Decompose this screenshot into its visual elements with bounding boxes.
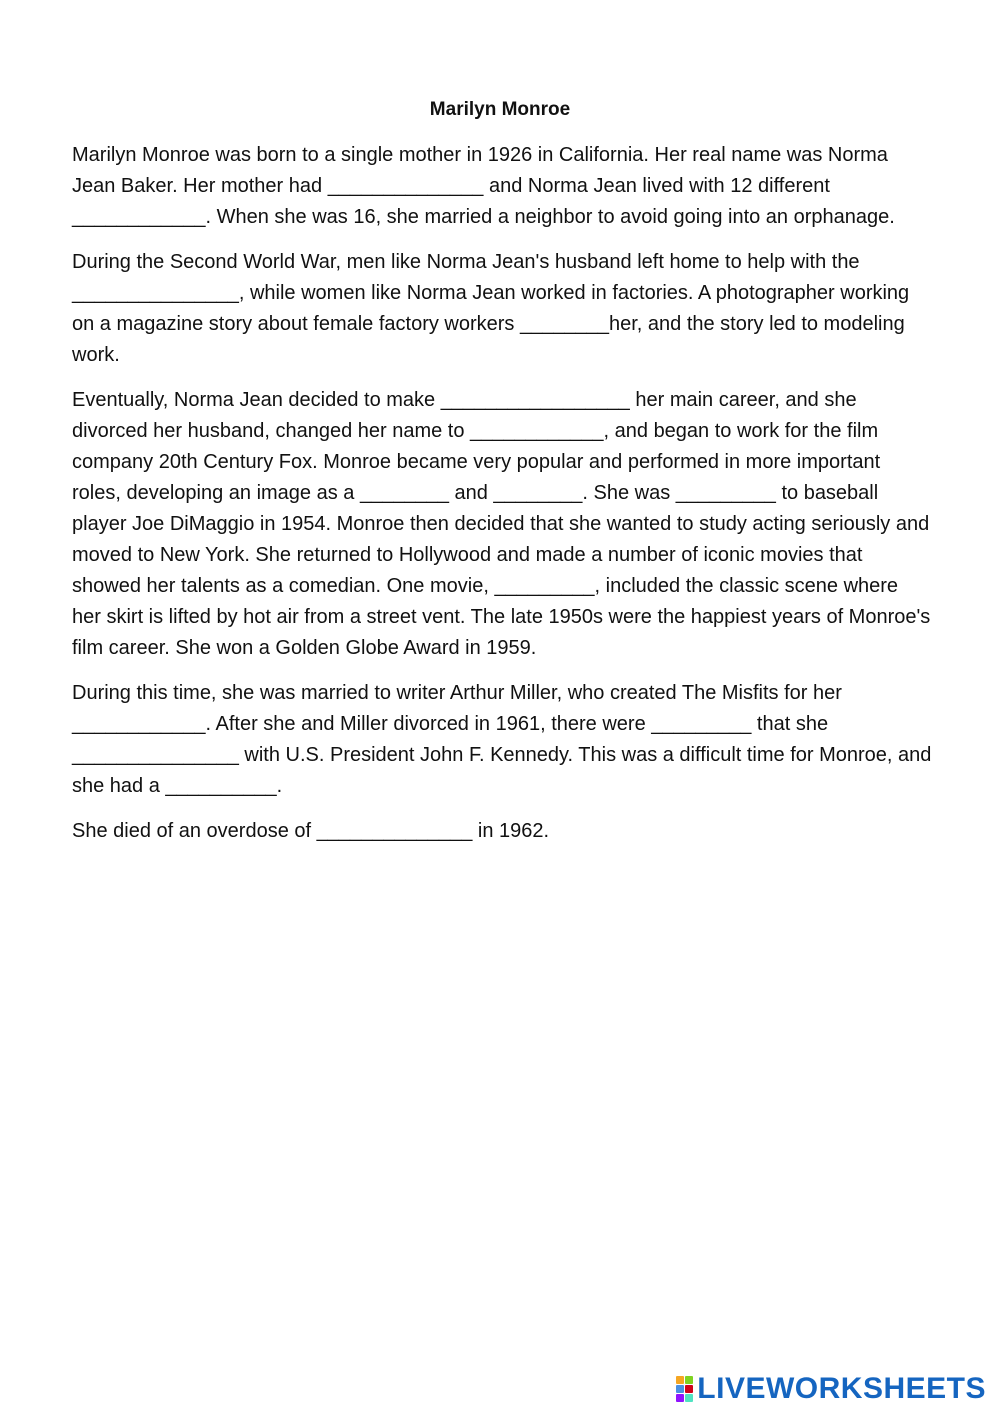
liveworksheets-logo-icon xyxy=(676,1376,693,1402)
liveworksheets-logo xyxy=(676,1372,986,1406)
logo-tile xyxy=(685,1385,693,1393)
logo-text: LIVEWORKSHEETS xyxy=(697,1372,986,1405)
page-title: Marilyn Monroe xyxy=(429,99,571,120)
logo-tile xyxy=(676,1376,684,1384)
logo-tile xyxy=(676,1394,684,1402)
logo-tile xyxy=(676,1385,684,1393)
paragraph-death: She died of an overdose of ______________ in 1962. xyxy=(72,820,550,842)
paragraph-film-career: Eventually, Norma Jean decided to make _________________ her main career, and she divorced her husband, changed her name to ____________, and began to work for the film company 20th Century Fox. Monroe became very popular and performed in more important roles, developing an image as a ________ and ________. She was _________ to baseball player Joe DiMaggio in 1954. Monroe then decided that she wanted to study acting seriously and moved to New York. She returned to Hollywood and made a number of iconic movies that showed her talents as a comedian. One movie, _________, included the classic scene where her skirt is lifted by hot air from a street vent. The late 1950s were the happiest years of Monroe's film career. She won a Golden Globe Award in 1959. xyxy=(72,389,931,659)
worksheet-body xyxy=(72,140,932,861)
logo-tile xyxy=(685,1376,693,1384)
paragraph-early-life: Marilyn Monroe was born to a single mother in 1926 in California. Her real name was Norma Jean Baker. Her mother had ______________ and Norma Jean lived with 12 different ____________. When she was 16, she married a neighbor to avoid going into an orphanage. xyxy=(72,144,895,228)
paragraph-later-life: During this time, she was married to writer Arthur Miller, who created The Misfits for her ____________. After she and Miller divorced in 1961, there were _________ that she _______________ with U.S. President John F. Kennedy. This was a difficult time for Monroe, and she had a __________. xyxy=(72,682,932,797)
paragraph-war-years: During the Second World War, men like Norma Jean's husband left home to help with the _______________, while women like Norma Jean worked in factories. A photographer working on a magazine story about female factory workers ________her, and the story led to modeling work. xyxy=(72,251,910,366)
logo-tile xyxy=(685,1394,693,1402)
